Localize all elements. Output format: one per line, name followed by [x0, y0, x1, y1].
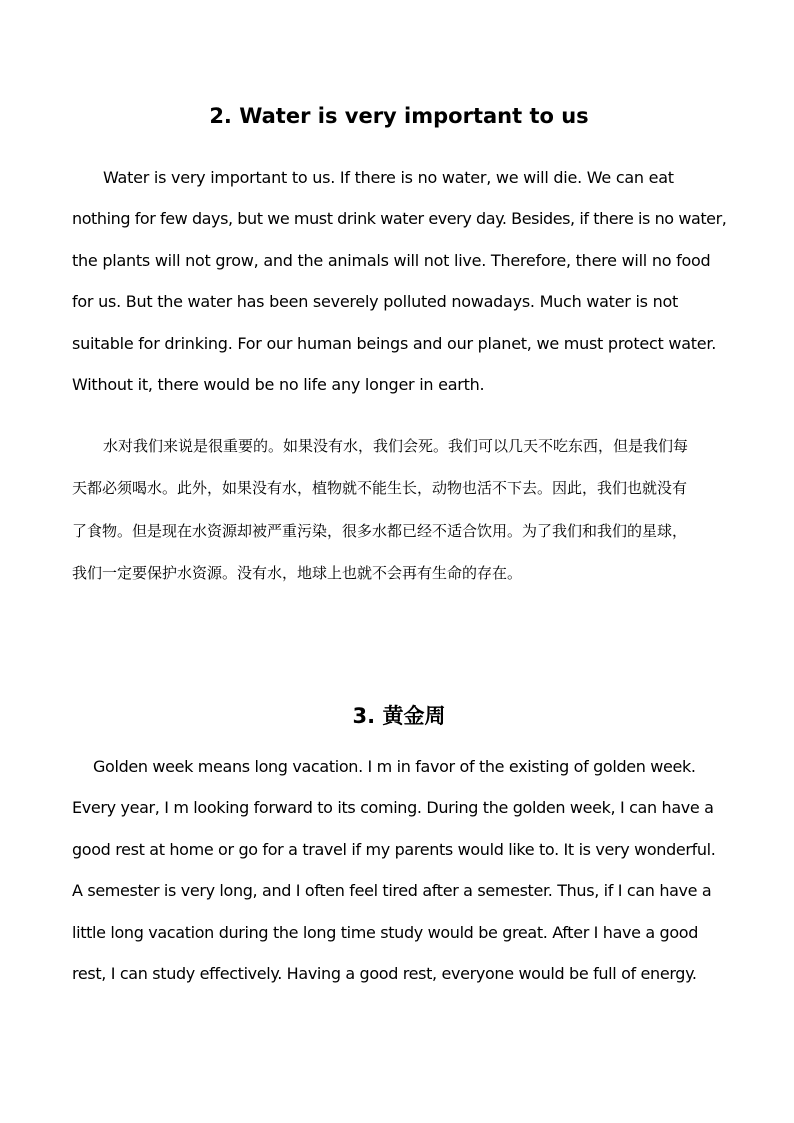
text-line: Every year, I m looking forward to its coming. During the golden week, I can have a	[72, 798, 714, 818]
text-line: suitable for drinking. For our human beings and our planet, we must protect water.	[72, 333, 717, 353]
text-line: little long vacation during the long time study would be great. After I have a good	[72, 922, 699, 942]
section-2-title: 2. Water is very important to us	[209, 104, 589, 128]
text-line: good rest at home or go for a travel if my parents would like to. It is very wonderful.	[72, 839, 716, 859]
text-line: Golden week means long vacation. I m in favor of the existing of golden week.	[93, 757, 696, 776]
section-3-english-paragraph	[72, 746, 726, 994]
text-line: A semester is very long, and I often feel tired after a semester. Thus, if I can have a	[72, 881, 712, 901]
text-line: the plants will not grow, and the animals will not live. Therefore, there will no food	[72, 250, 711, 270]
text-line: Without it, there would be no life any longer in earth.	[72, 374, 485, 394]
text-line: 我们一定要保护水资源。没有水，地球上也就不会再有生命的存在。	[72, 563, 523, 582]
text-line: 了食物。但是现在水资源却被严重污染，很多水都已经不适合饮用。为了我们和我们的星球，	[72, 521, 688, 540]
text-line: 水对我们来说是很重要的。如果没有水，我们会死。我们可以几天不吃东西，但是我们每	[103, 437, 689, 455]
text-line: rest, I can study effectively. Having a good rest, everyone would be full of energy.	[72, 963, 697, 983]
section-2-english-paragraph	[72, 157, 726, 405]
text-line: for us. But the water has been severely polluted nowadays. Much water is not	[72, 292, 679, 312]
section-3-title: 3. 黄金周	[352, 704, 446, 728]
section-2-chinese-paragraph	[72, 425, 726, 594]
text-line: 天都必须喝水。此外，如果没有水，植物就不能生长，动物也活不下去。因此，我们也就没有	[72, 479, 688, 498]
text-line: Water is very important to us. If there is no water, we will die. We can eat	[103, 168, 674, 187]
text-line: nothing for few days, but we must drink water every day. Besides, if there is no water,	[72, 209, 727, 229]
